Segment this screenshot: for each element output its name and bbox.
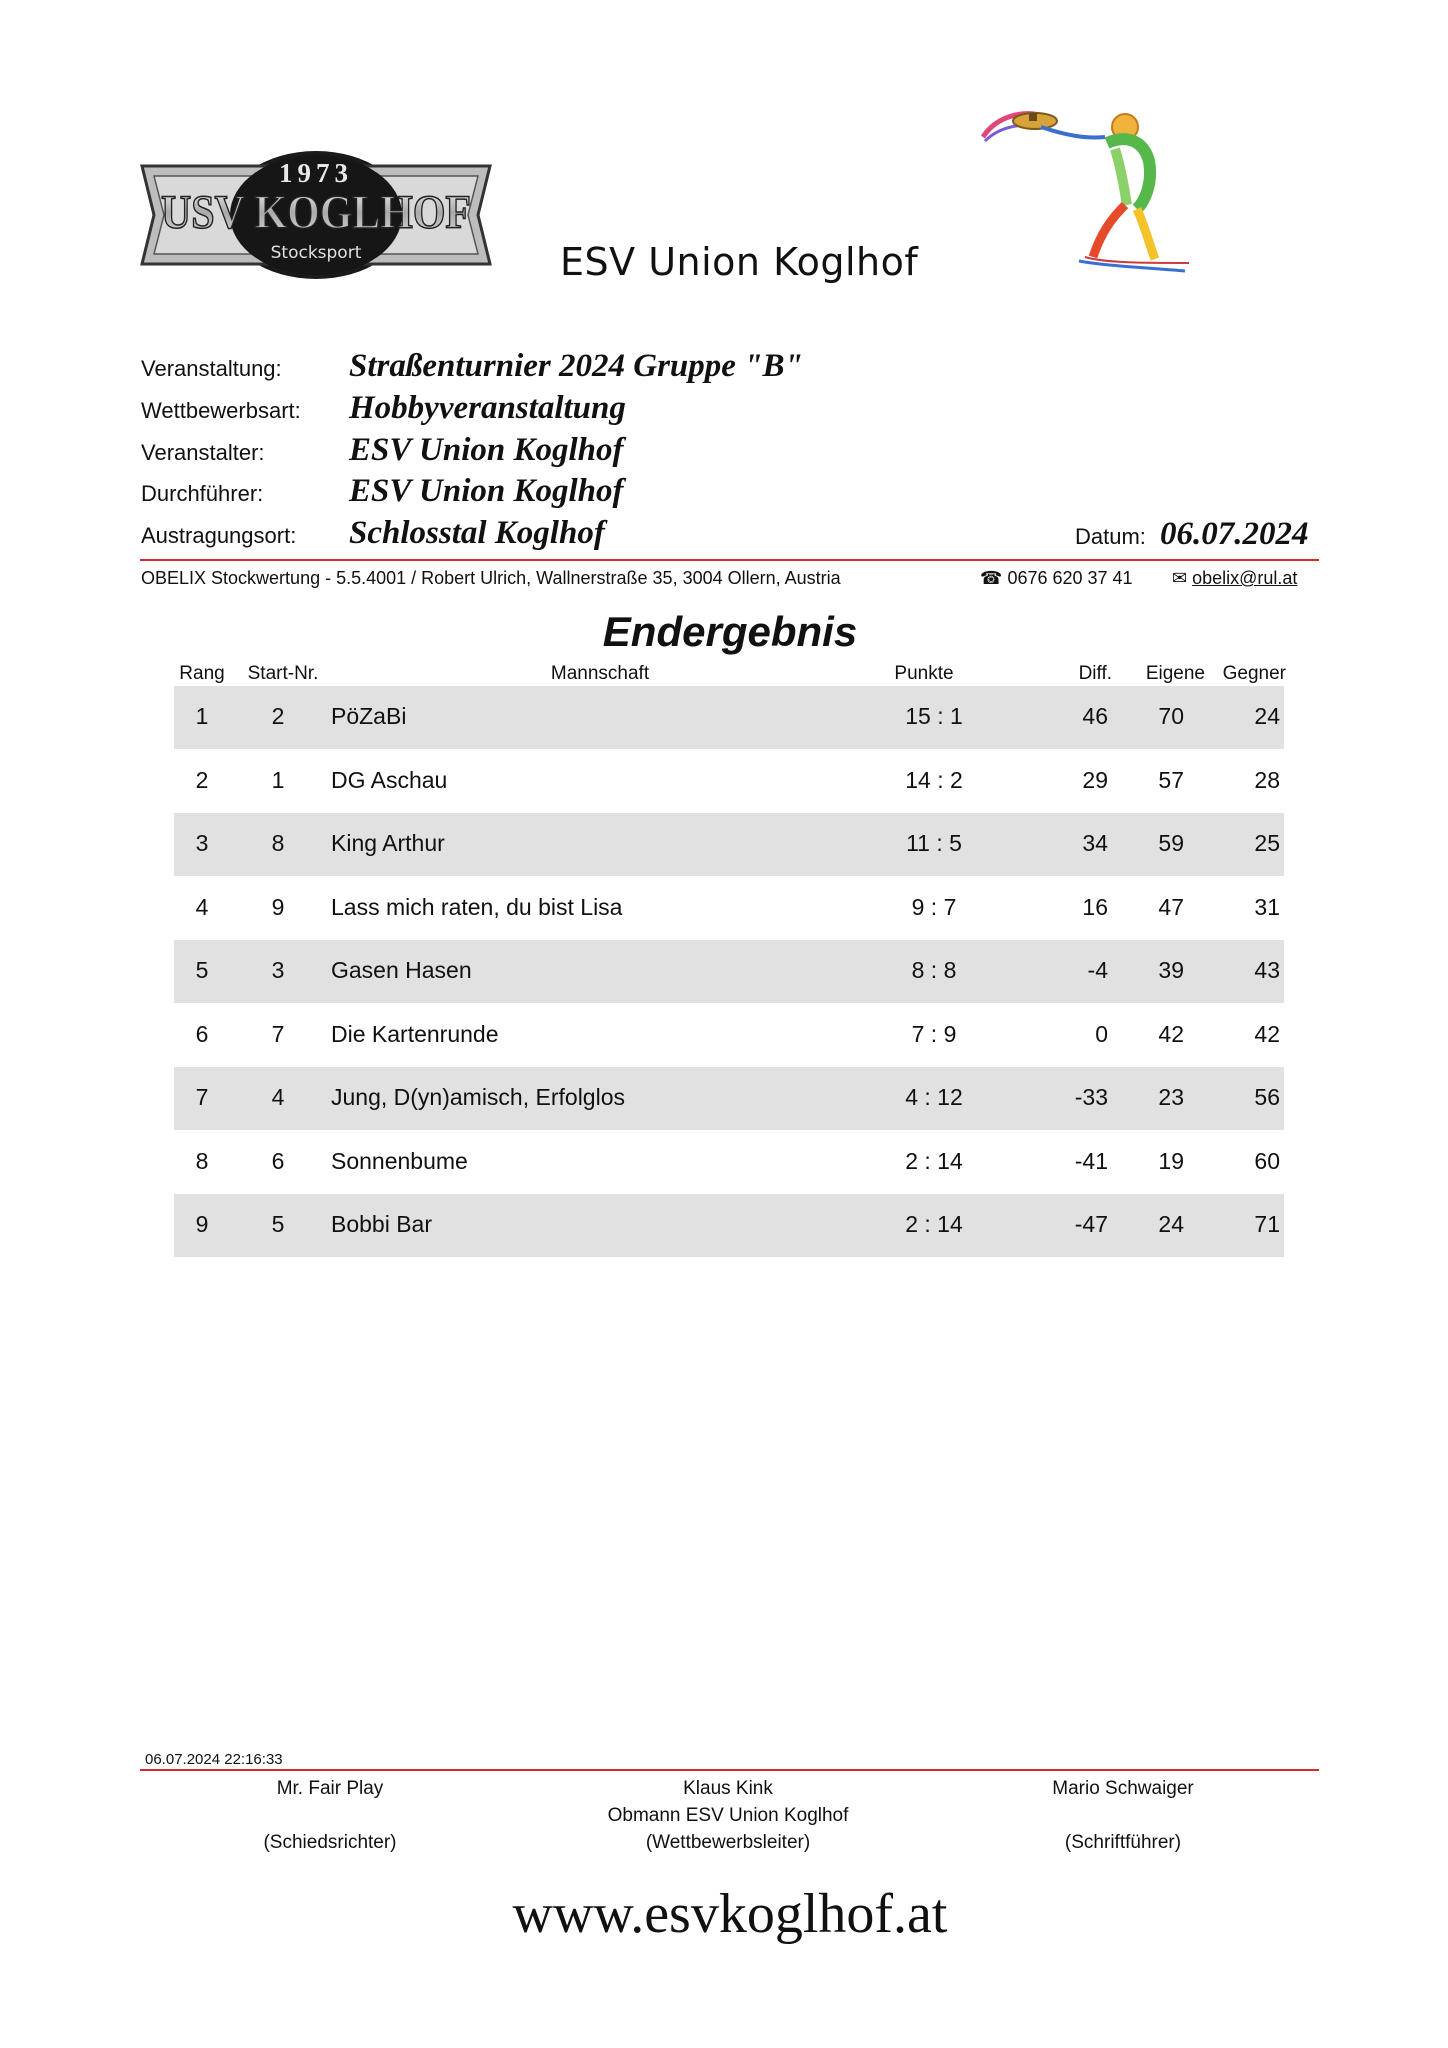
info-value-wettbewerbsart: Hobbyveranstaltung <box>349 390 626 426</box>
info-value-veranstaltung: Straßenturnier 2024 Gruppe "B" <box>349 348 803 384</box>
col-header-rang: Rang <box>179 663 225 684</box>
cell-eigene: 39 <box>1158 957 1184 983</box>
email[interactable] <box>1172 568 1297 589</box>
footer-divider <box>140 1769 1319 1771</box>
table-row <box>174 1194 1284 1257</box>
col-header-eigene: Eigene <box>1145 663 1205 684</box>
stocksport-player-illustration <box>975 105 1205 275</box>
cell-punkte: 4 : 12 <box>905 1084 963 1110</box>
header-divider <box>140 559 1319 561</box>
cell-mannschaft: DG Aschau <box>331 767 448 793</box>
signature-referee-name: Mr. Fair Play <box>276 1778 384 1799</box>
col-header-mannschaft: Mannschaft <box>550 663 650 684</box>
envelope-icon: ✉ <box>1172 568 1188 588</box>
cell-punkte: 9 : 7 <box>911 894 957 920</box>
cell-rang: 8 <box>195 1148 209 1174</box>
cell-rang: 1 <box>195 703 209 729</box>
table-row <box>174 1004 1284 1067</box>
info-label-veranstalter: Veranstalter: <box>141 440 265 465</box>
signature-secretary-role: (Schriftführer) <box>1064 1832 1182 1853</box>
cell-start-nr: 8 <box>271 830 285 856</box>
signature-referee-role: (Schiedsrichter) <box>263 1832 397 1853</box>
cell-diff: -41 <box>1074 1148 1108 1174</box>
cell-gegner: 71 <box>1254 1211 1280 1237</box>
datum-value: 06.07.2024 <box>1160 516 1309 552</box>
info-label-durchfuehrer: Durchführer: <box>141 481 264 506</box>
cell-rang: 6 <box>195 1021 209 1047</box>
logo-year: 1973 <box>279 158 353 188</box>
website-link[interactable]: www.esvkoglhof.at <box>512 1883 948 1945</box>
cell-diff: 46 <box>1082 703 1108 729</box>
cell-rang: 9 <box>195 1211 209 1237</box>
cell-punkte: 7 : 9 <box>911 1021 957 1047</box>
cell-gegner: 43 <box>1254 957 1280 983</box>
cell-diff: -33 <box>1074 1084 1108 1110</box>
cell-diff: -47 <box>1074 1211 1108 1237</box>
table-row <box>174 1131 1284 1194</box>
cell-diff: 16 <box>1082 894 1108 920</box>
info-label-veranstaltung: Veranstaltung: <box>141 356 282 381</box>
cell-punkte: 8 : 8 <box>911 957 957 983</box>
info-value-durchfuehrer: ESV Union Koglhof <box>349 473 624 509</box>
signature-leader-title: Obmann ESV Union Koglhof <box>607 1805 849 1826</box>
cell-rang: 3 <box>195 830 209 856</box>
cell-gegner: 24 <box>1254 703 1280 729</box>
phone <box>980 568 1133 589</box>
phone-icon: ☎ <box>980 568 1003 588</box>
cell-start-nr: 3 <box>271 957 285 983</box>
cell-eigene: 70 <box>1158 703 1184 729</box>
col-header-gegner: Gegner <box>1222 663 1286 684</box>
cell-punkte: 2 : 14 <box>905 1211 963 1237</box>
cell-punkte: 2 : 14 <box>905 1148 963 1174</box>
cell-gegner: 42 <box>1254 1021 1280 1047</box>
cell-start-nr: 1 <box>271 767 285 793</box>
cell-mannschaft: Lass mich raten, du bist Lisa <box>331 894 623 920</box>
email-link[interactable]: obelix@rul.at <box>1192 568 1298 588</box>
cell-mannschaft: Sonnenbume <box>331 1148 468 1174</box>
cell-punkte: 11 : 5 <box>906 830 962 856</box>
table-row <box>174 686 1284 749</box>
table-row <box>174 1067 1284 1130</box>
cell-diff: 0 <box>1095 1021 1108 1047</box>
cell-eigene: 42 <box>1158 1021 1184 1047</box>
cell-start-nr: 5 <box>271 1211 285 1237</box>
cell-mannschaft: Gasen Hasen <box>331 957 472 983</box>
table-row <box>174 940 1284 1003</box>
cell-eigene: 47 <box>1158 894 1184 920</box>
table-row <box>174 750 1284 813</box>
cell-diff: 34 <box>1082 830 1108 856</box>
club-name: ESV Union Koglhof <box>560 240 919 284</box>
cell-mannschaft: PöZaBi <box>331 703 407 729</box>
software-credit: OBELIX Stockwertung - 5.5.4001 / Robert Ulrich, Wallnerstraße 35, 3004 Ollern, Austria <box>141 568 841 588</box>
cell-gegner: 60 <box>1254 1148 1280 1174</box>
cell-start-nr: 4 <box>271 1084 285 1110</box>
cell-mannschaft: Jung, D(yn)amisch, Erfolglos <box>331 1084 625 1110</box>
cell-gegner: 31 <box>1254 894 1280 920</box>
cell-punkte: 15 : 1 <box>905 703 963 729</box>
cell-start-nr: 7 <box>271 1021 285 1047</box>
cell-start-nr: 9 <box>271 894 285 920</box>
signature-leader-name: Klaus Kink <box>683 1778 773 1799</box>
cell-mannschaft: Bobbi Bar <box>331 1211 433 1237</box>
signature-leader-role: (Wettbewerbsleiter) <box>645 1832 811 1853</box>
cell-rang: 5 <box>195 957 209 983</box>
cell-eigene: 24 <box>1158 1211 1184 1237</box>
cell-start-nr: 2 <box>271 703 285 729</box>
cell-punkte: 14 : 2 <box>905 767 963 793</box>
datum-label: Datum: <box>1075 524 1146 549</box>
club-logo <box>140 146 492 284</box>
cell-eigene: 19 <box>1158 1148 1184 1174</box>
table-row <box>174 813 1284 876</box>
col-header-diff: Diff. <box>1078 663 1112 684</box>
cell-gegner: 56 <box>1254 1084 1280 1110</box>
cell-diff: -4 <box>1087 957 1108 983</box>
signature-secretary-name: Mario Schwaiger <box>1052 1778 1194 1799</box>
cell-rang: 2 <box>195 767 209 793</box>
info-label-austragungsort: Austragungsort: <box>141 523 297 548</box>
cell-mannschaft: King Arthur <box>331 830 445 856</box>
cell-rang: 7 <box>195 1084 209 1110</box>
info-value-austragungsort: Schlosstal Koglhof <box>349 515 605 551</box>
logo-name: USV KOGLHOF <box>161 186 471 239</box>
table-row <box>174 877 1284 940</box>
page-heading: Endergebnis <box>602 608 858 655</box>
col-header-punkte: Punkte <box>894 663 954 684</box>
cell-eigene: 23 <box>1158 1084 1184 1110</box>
phone-number: 0676 620 37 41 <box>1007 568 1133 588</box>
info-value-veranstalter: ESV Union Koglhof <box>349 432 624 468</box>
info-label-wettbewerbsart: Wettbewerbsart: <box>141 398 301 423</box>
col-header-start-nr: Start-Nr. <box>247 663 319 684</box>
cell-start-nr: 6 <box>271 1148 285 1174</box>
cell-eigene: 57 <box>1158 767 1184 793</box>
print-timestamp: 06.07.2024 22:16:33 <box>145 1751 283 1768</box>
logo-sub: Stocksport <box>270 243 362 263</box>
cell-rang: 4 <box>195 894 209 920</box>
cell-gegner: 25 <box>1254 830 1280 856</box>
cell-eigene: 59 <box>1158 830 1184 856</box>
cell-diff: 29 <box>1082 767 1108 793</box>
cell-gegner: 28 <box>1254 767 1280 793</box>
cell-mannschaft: Die Kartenrunde <box>331 1021 499 1047</box>
